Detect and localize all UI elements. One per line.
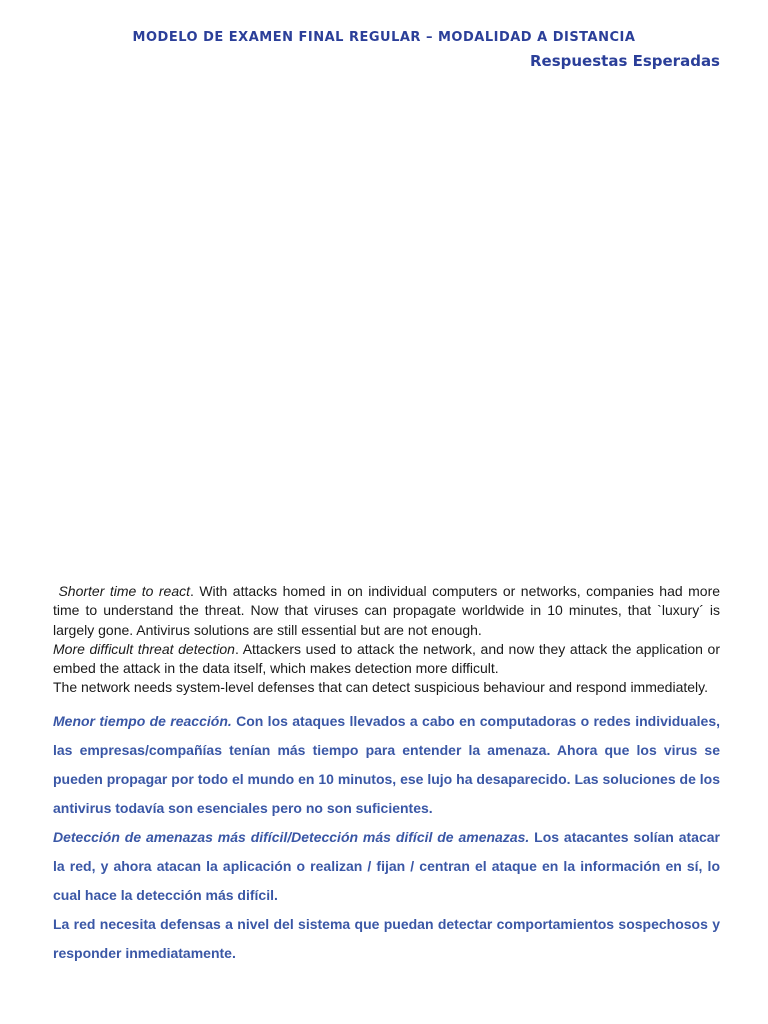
spanish-paragraph-3: La red necesita defensas a nivel del sistema que puedan detectar comportamientos sospechosos y responder inmediatamente. bbox=[53, 916, 720, 961]
english-paragraph-1-lead: Shorter time to react bbox=[58, 583, 190, 599]
english-paragraph-2-body: . Attackers used to attack the network, and now they attack the application or embed the attack in the data itself, which makes detection more difficult. bbox=[53, 640, 720, 677]
english-paragraph-1 bbox=[53, 582, 720, 640]
spanish-answer-block bbox=[53, 707, 720, 968]
exam-title: MODELO DE EXAMEN FINAL REGULAR – MODALIDAD A DISTANCIA bbox=[132, 30, 636, 45]
spanish-paragraph-2-lead: Detección de amenazas más difícil/Detección más difícil de amenazas. bbox=[53, 829, 530, 845]
expected-answers-subtitle: Respuestas Esperadas bbox=[529, 52, 720, 70]
spanish-paragraph-1-lead: Menor tiempo de reacción. bbox=[53, 713, 232, 729]
english-paragraph-2-lead: More difficult threat detection bbox=[53, 640, 235, 657]
spanish-paragraph-2 bbox=[53, 823, 720, 910]
english-paragraph-2 bbox=[53, 640, 720, 679]
spanish-paragraph-1-body: Con los ataques llevados a cabo en computadoras o redes individuales, las empresas/compañías tenían más tiempo para entender la amenaza. Ahora que los virus se pueden propagar por todo el mundo en 10 minutos, ese lujo ha desaparecido. Las soluciones de los antivirus todavía son esenciales pero no son suficientes. bbox=[53, 713, 720, 816]
page-header bbox=[0, 0, 768, 80]
english-paragraph-3: The network needs system-level defenses that can detect suspicious behaviour and respond immediately. bbox=[53, 679, 708, 696]
spanish-paragraph-2-body: Los atacantes solían atacar la red, y ahora atacan la aplicación o realizan / fijan / centran el ataque en la información en sí, lo cual hace la detección más difícil. bbox=[53, 829, 720, 903]
spanish-paragraph-1 bbox=[53, 707, 720, 823]
english-paragraph-1-body: . With attacks homed in on individual computers or networks, companies had more time to understand the threat. Now that viruses can propagate worldwide in 10 minutes, that `luxury´ is largely gone. Antivirus solutions are still essential but are not enough. bbox=[53, 583, 721, 638]
english-answer-block bbox=[53, 582, 720, 698]
